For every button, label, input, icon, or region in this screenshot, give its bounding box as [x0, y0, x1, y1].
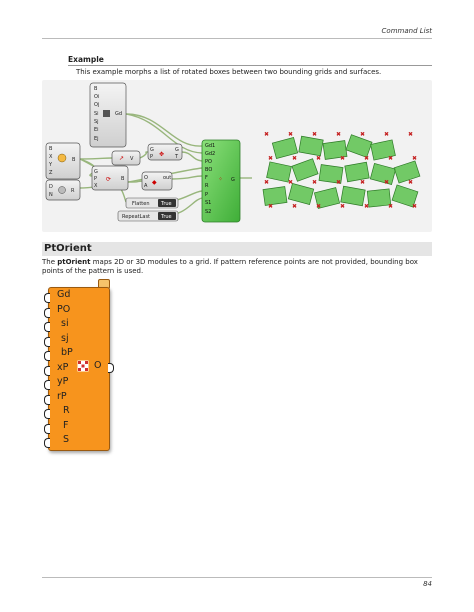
- grid-node-out: Gd: [115, 111, 123, 117]
- grid-point-marker: ✖: [340, 203, 346, 210]
- grid-point-marker: ✖: [408, 179, 414, 186]
- grid-point-marker: ✖: [336, 131, 342, 138]
- svg-text:BO: BO: [205, 167, 213, 173]
- morph-result-preview: [263, 131, 420, 210]
- svg-text:PO: PO: [205, 159, 212, 165]
- section-title: PtOrient: [44, 243, 92, 254]
- grid-point-marker: ✖: [316, 203, 322, 210]
- component-input-label: S: [63, 434, 70, 445]
- morphed-box: [394, 161, 420, 183]
- grid-node: [90, 83, 126, 147]
- desc-command-name: ptOrient: [57, 258, 91, 266]
- grid-point-marker: ✖: [268, 203, 274, 210]
- example-canvas-image: [42, 80, 432, 232]
- svg-text:True: True: [161, 201, 172, 207]
- svg-text:S2: S2: [205, 209, 212, 215]
- component-input-label: bP: [61, 347, 73, 358]
- grid-point-marker: ✖: [264, 179, 270, 186]
- svg-text:A: A: [144, 183, 148, 189]
- svg-text:P: P: [150, 154, 154, 160]
- header-rule: [42, 38, 432, 39]
- grid-node-in: B: [94, 86, 98, 92]
- input-grip[interactable]: [44, 351, 50, 361]
- component-input-label: sj: [61, 332, 69, 344]
- footer-rule: [42, 577, 432, 578]
- svg-text:V: V: [130, 156, 134, 162]
- svg-text:out: out: [163, 175, 172, 181]
- svg-text:P: P: [205, 192, 209, 198]
- section-description: [42, 258, 434, 276]
- grid-point-marker: ✖: [340, 155, 346, 162]
- input-grip[interactable]: [44, 308, 50, 318]
- svg-text:B: B: [121, 176, 125, 182]
- grid-node-in: Oi: [94, 94, 100, 100]
- section-header-bar: [42, 242, 432, 256]
- box-icon: [58, 154, 66, 162]
- transform-icon: ⟳: [106, 176, 112, 183]
- grid-point-marker: ✖: [388, 203, 394, 210]
- component-input-label: R: [63, 405, 70, 416]
- input-grip[interactable]: [44, 380, 50, 390]
- grid-point-marker: ✖: [268, 155, 274, 162]
- cube-icon: ◆: [152, 179, 157, 186]
- svg-text:G: G: [150, 147, 154, 153]
- rotate-icon: [59, 187, 66, 194]
- grid-node-in: Si: [94, 111, 99, 117]
- grid-point-marker: ✖: [364, 155, 370, 162]
- grid-point-marker: ✖: [288, 131, 294, 138]
- grid-point-marker: ✖: [384, 179, 390, 186]
- morphed-box: [370, 163, 395, 184]
- input-grip[interactable]: [44, 438, 50, 448]
- component-input-label: si: [61, 318, 69, 329]
- component-input-label: F: [63, 419, 69, 431]
- grid-node-in: Ej: [94, 136, 99, 142]
- vector-node: [112, 151, 140, 165]
- example-text: This example morphs a list of rotated boxes between two bounding grids and surfaces.: [76, 68, 382, 76]
- morphed-box: [299, 136, 323, 156]
- input-grip[interactable]: [44, 395, 50, 405]
- svg-text:True: True: [161, 214, 172, 220]
- component-input-label: PO: [57, 303, 71, 315]
- ptorient-component[interactable]: [48, 287, 110, 451]
- input-grip[interactable]: [44, 424, 50, 434]
- grid-point-marker: ✖: [360, 131, 366, 138]
- geometry-node-1: [148, 144, 182, 160]
- output-node: [142, 172, 172, 190]
- svg-text:P: P: [94, 176, 98, 182]
- grid-point-marker: ✖: [384, 131, 390, 138]
- svg-text:Gd2: Gd2: [205, 151, 216, 157]
- example-heading: Example: [68, 55, 104, 64]
- output-grip[interactable]: [108, 363, 114, 373]
- input-grip[interactable]: [44, 366, 50, 376]
- svg-text:B: B: [72, 157, 76, 163]
- svg-text:G: G: [175, 147, 179, 153]
- svg-text:T: T: [175, 154, 179, 160]
- morphed-box: [292, 159, 318, 182]
- component-input-label: Gd: [57, 289, 71, 300]
- grid-point-marker: ✖: [360, 179, 366, 186]
- toggle-flatten[interactable]: [126, 198, 178, 208]
- component-output-label: O: [94, 360, 102, 371]
- svg-text:Z: Z: [49, 170, 53, 176]
- toggle-repeat-last[interactable]: [118, 211, 178, 221]
- grid-node-in: Ei: [94, 127, 99, 133]
- grid-point-marker: ✖: [336, 179, 342, 186]
- geometry-node-2: [92, 166, 128, 190]
- example-rule: [68, 65, 432, 66]
- grid-point-marker: ✖: [408, 131, 414, 138]
- desc-text-pre: The: [42, 258, 58, 266]
- ptorient-icon: [77, 360, 89, 372]
- svg-text:X: X: [49, 154, 53, 160]
- component-input-label: xP: [57, 361, 69, 373]
- grid-point-marker: ✖: [288, 179, 294, 186]
- svg-text:D: D: [49, 184, 53, 190]
- grid-point-marker: ✖: [412, 155, 418, 162]
- morphed-box: [346, 135, 372, 158]
- svg-text:G: G: [231, 177, 235, 183]
- grid-point-marker: ✖: [312, 179, 318, 186]
- page-number: 84: [423, 580, 432, 588]
- svg-text:G: G: [94, 169, 98, 175]
- move-icon: ✥: [159, 151, 165, 158]
- component-input-label: yP: [57, 376, 69, 387]
- component-input-label: rP: [57, 390, 67, 402]
- point-node: [46, 143, 80, 179]
- svg-text:O: O: [144, 175, 148, 181]
- desc-text-post: maps 2D or 3D modules to a grid. If pattern reference points are not provided, bounding box points of the pattern is used.: [42, 258, 418, 275]
- svg-text:RepeatLast: RepeatLast: [122, 214, 151, 220]
- grid-point-marker: ✖: [316, 155, 322, 162]
- svg-text:S1: S1: [205, 200, 212, 206]
- grid-node-in: Sj: [94, 119, 99, 125]
- svg-text:X: X: [94, 183, 98, 189]
- grid-point-marker: ✖: [292, 203, 298, 210]
- svg-text:R: R: [205, 183, 209, 189]
- input-grip[interactable]: [44, 409, 50, 419]
- grid-point-marker: ✖: [364, 203, 370, 210]
- input-grip[interactable]: [44, 337, 50, 347]
- morphed-box: [288, 183, 313, 204]
- input-grip[interactable]: [44, 322, 50, 332]
- grid-point-marker: ✖: [412, 203, 418, 210]
- grid-point-marker: ✖: [264, 131, 270, 138]
- svg-text:R: R: [71, 188, 75, 194]
- svg-text:Gd1: Gd1: [205, 143, 216, 149]
- svg-text:Y: Y: [49, 162, 53, 168]
- input-grip[interactable]: [44, 293, 50, 303]
- grid-icon: [103, 110, 110, 117]
- svg-text:B: B: [49, 146, 53, 152]
- grid-point-marker: ✖: [312, 131, 318, 138]
- grid-point-marker: ✖: [388, 155, 394, 162]
- domain-node: [46, 180, 80, 200]
- grid-points-icon: ⁘: [218, 176, 224, 183]
- grid-node-in: Oj: [94, 102, 100, 108]
- morph-node: [202, 140, 240, 222]
- svg-text:Flatten: Flatten: [132, 201, 150, 207]
- vector-icon: ↗: [119, 155, 125, 162]
- svg-text:F: F: [205, 175, 208, 181]
- morphed-box: [263, 187, 287, 206]
- running-header: Command List: [381, 27, 432, 35]
- morphed-box: [345, 162, 369, 182]
- svg-text:N: N: [49, 192, 53, 198]
- grid-point-marker: ✖: [292, 155, 298, 162]
